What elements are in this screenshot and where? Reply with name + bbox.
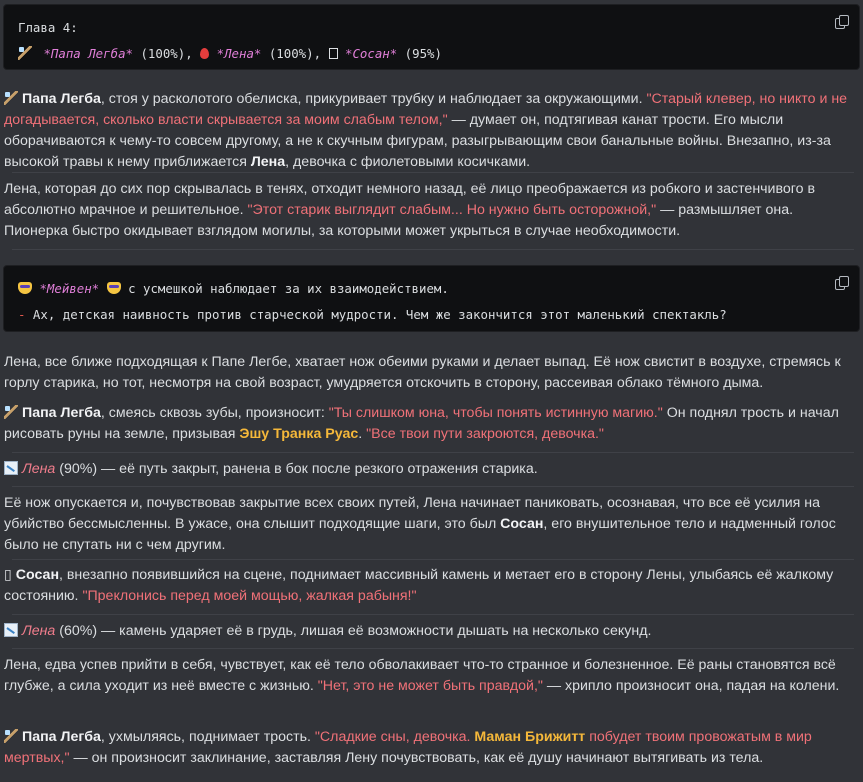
- mask-icon: [18, 282, 32, 294]
- status-line: [18, 43, 845, 69]
- missing-glyph-icon: ▯: [4, 567, 12, 583]
- paragraph-9: [4, 655, 860, 697]
- character-name: Сосан: [500, 516, 544, 532]
- paragraph-1: [4, 89, 860, 173]
- wand-icon: [4, 405, 18, 419]
- character-name: Папа Легба: [22, 405, 101, 421]
- text: — он произносит заклинание, заставляя Лену почувствовать, как её душу начинают вытягивать из тела.: [69, 750, 764, 766]
- code-block-maven: [3, 265, 860, 332]
- paragraph-5: [4, 459, 860, 480]
- spirit-name: Эшу Транка Руас: [239, 426, 359, 442]
- text: — размышляет она. Пионерка быстро окидывает взглядом могилы, за которыми может укрыться в случае необходимости.: [4, 202, 794, 239]
- text: Он поднял трость и начал рисовать руны на земле, призывая: [4, 405, 839, 442]
- paragraph-2: [4, 179, 860, 242]
- divider: [12, 648, 854, 649]
- blood-drop-icon: [200, 48, 209, 59]
- text: Лена, все ближе подходящая к Папе Легбе, хватает нож обеими руками и делает выпад. Её нож свистит в воздухе, стремясь к горлу старика, но тот, несмотря на свой возраст, умудряется отскочить в сторону, рассеивая облако тёмного дыма.: [4, 354, 841, 391]
- divider: [12, 614, 854, 615]
- text: — хрипло произносит она, падая на колени.: [542, 678, 840, 694]
- maven-speech-text: Ах, детская наивность против старческой мудрости. Чем же закончится этот маленький спектакль?: [25, 307, 727, 322]
- maven-action: с усмешкой наблюдает за их взаимодействием.: [120, 281, 449, 296]
- character-name: Сосан: [15, 567, 60, 583]
- papa-percent: (100%),: [133, 46, 201, 61]
- text: Её нож опускается и, почувствовав закрытие всех своих путей, Лена начинает паниковать, осознавая, что все её усилия на убийство бессмысленны. В ужасе, она слышит подходящие шаги, это был: [4, 495, 821, 532]
- text: , его внушительное тело и надменный голос было не спутать ни с чем другим.: [4, 516, 836, 553]
- paragraph-6: [4, 493, 860, 556]
- copy-icon[interactable]: [835, 276, 849, 290]
- quote: побудет твоим провожатым в мир мертвых,": [4, 729, 812, 766]
- text: (60%) — камень ударяет её в грудь, лишая её возможности дышать на несколько секунд.: [55, 623, 652, 639]
- divider: [12, 559, 854, 560]
- papa-name: *Папа Легба*: [43, 46, 133, 61]
- maven-name: *Мейвен*: [39, 281, 100, 296]
- copy-icon[interactable]: [835, 15, 849, 29]
- wand-icon: [18, 46, 32, 60]
- paragraph-8: [4, 621, 860, 642]
- text: , ухмыляясь, поднимает трость.: [100, 729, 315, 745]
- character-name: Папа Легба: [22, 91, 101, 107]
- maven-speech: [18, 304, 845, 330]
- text: , девочка с фиолетовыми косичками.: [285, 154, 531, 170]
- sosan-name: *Сосан*: [344, 46, 398, 61]
- quote: "Этот старик выглядит слабым... Но нужно быть осторожной,": [247, 202, 657, 218]
- quote: "Преклонись перед моей мощью, жалкая рабыня!": [82, 588, 417, 604]
- text: Лена, едва успев прийти в себя, чувствует, как её тело обволакивает что-то странное и болезненное. Её раны становятся всё глубже, а сила уходит из неё вместе с жизнью.: [4, 657, 836, 694]
- dash-marker: -: [18, 307, 26, 322]
- character-name: Папа Легба: [22, 729, 101, 745]
- character-name: Лена: [250, 154, 286, 170]
- chart-icon: [4, 623, 18, 637]
- divider: [12, 172, 854, 173]
- spirit-name: Маман Брижитт: [474, 729, 586, 745]
- quote: "Ты слишком юна, чтобы понять истинную магию.": [328, 405, 663, 421]
- divider: [12, 452, 854, 453]
- quote: "Все твои пути закроются, девочка.": [366, 426, 604, 442]
- paragraph-4: [4, 403, 860, 445]
- quote: "Нет, это не может быть правдой,": [317, 678, 543, 694]
- text: , смеясь сквозь зубы, произносит:: [100, 405, 329, 421]
- text: — думает он, подтягивая канат трости. Его мысли оборачиваются к чему-то совсем другому, а не к скучным фигурам, разыгрывающим свои банальные войны. Внезапно, из-за высокой травы к нему приближается: [4, 112, 831, 170]
- paragraph-7: [4, 565, 860, 607]
- wand-icon: [4, 729, 18, 743]
- maven-line: [18, 278, 845, 304]
- chapter-title: Глава 4:: [18, 20, 78, 35]
- code-block-status: [3, 4, 860, 70]
- text: (90%) — её путь закрыт, ранена в бок после резкого отражения старика.: [55, 461, 538, 477]
- quote: "Старый клевер, но никто и не догадывается, сколько власти скрывается за моим слабым телом,": [4, 91, 848, 128]
- character-name: Лена: [22, 461, 56, 477]
- paragraph-10: [4, 727, 860, 769]
- text: , стоя у расколотого обелиска, прикуривает трубку и наблюдает за окружающими.: [100, 91, 647, 107]
- text: .: [358, 426, 367, 442]
- paragraph-3: [4, 352, 860, 394]
- divider: [12, 486, 854, 487]
- sosan-percent: (95%): [397, 46, 442, 61]
- quote: "Сладкие сны, девочка.: [314, 729, 475, 745]
- chart-icon: [4, 461, 18, 475]
- character-name: Лена: [22, 623, 56, 639]
- lena-percent: (100%),: [261, 46, 329, 61]
- text: Лена, которая до сих пор скрывалась в тенях, отходит немного назад, её лицо преображается из робкого и застенчивого в абсолютно мрачное и решительное.: [4, 181, 815, 218]
- text: , внезапно появившийся на сцене, поднимает массивный камень и метает его в сторону Лены, улыбаясь её жалкому состоянию.: [4, 567, 834, 604]
- mask-icon: [107, 282, 121, 294]
- wand-icon: [4, 91, 18, 105]
- box-icon: [329, 48, 338, 59]
- lena-name: *Лена*: [216, 46, 262, 61]
- divider: [12, 249, 854, 250]
